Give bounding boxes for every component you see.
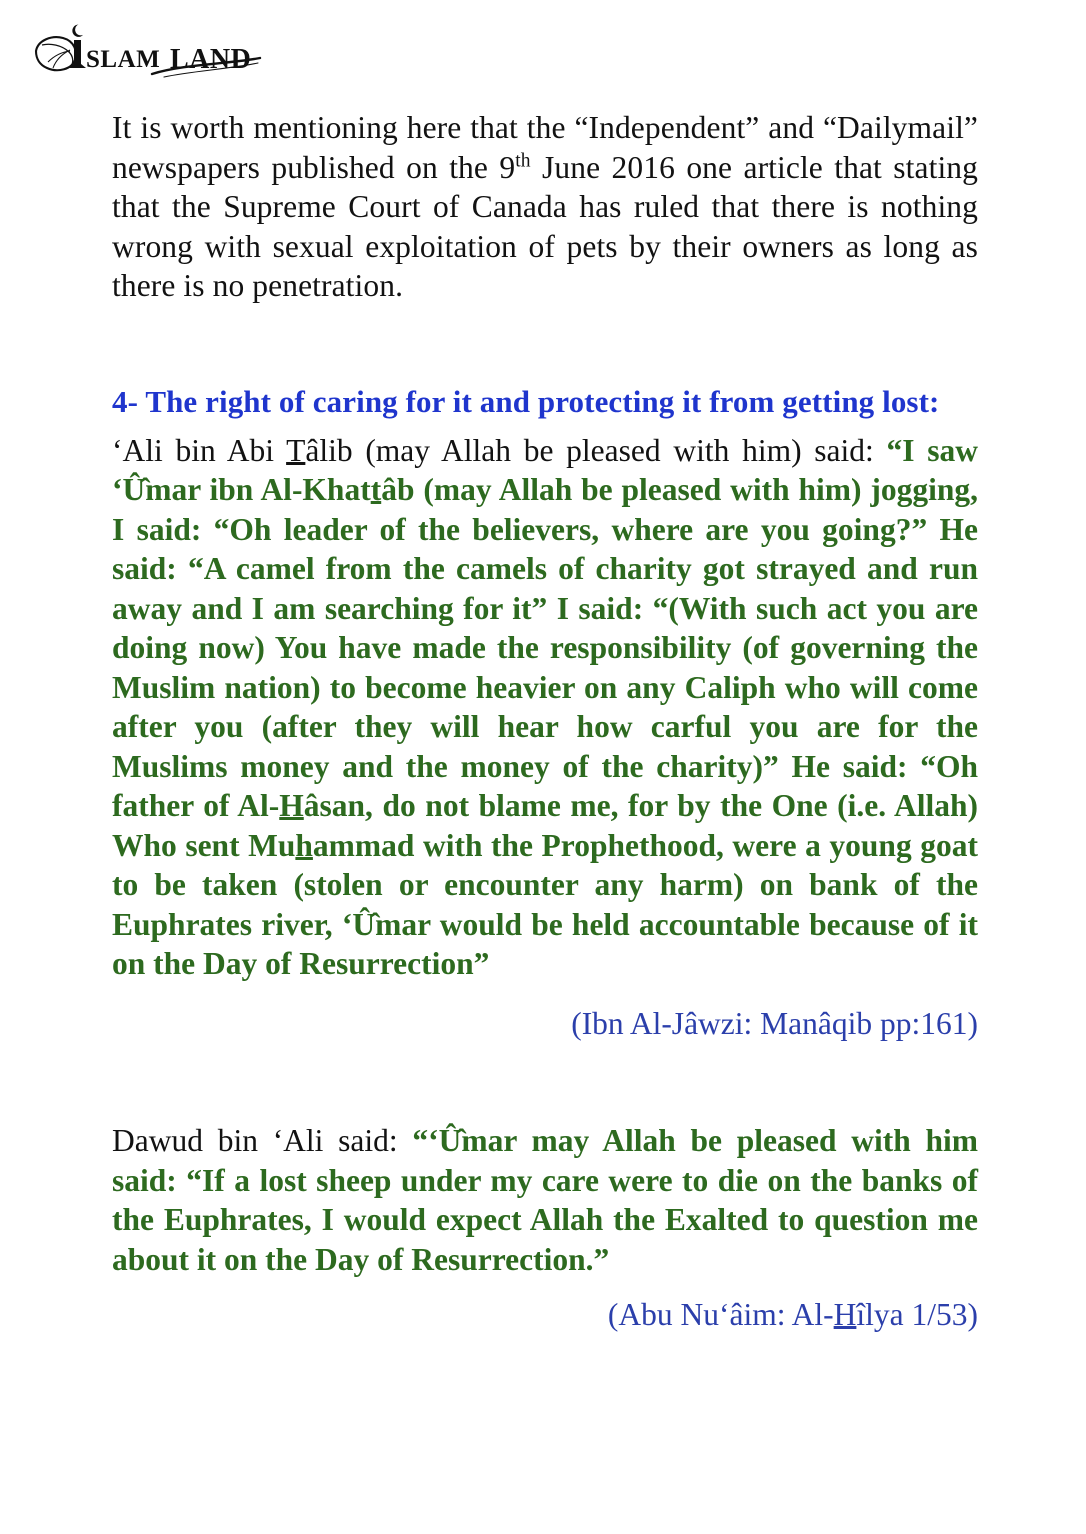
spacer bbox=[112, 984, 978, 1004]
logo-wordmark-islam: SLAM bbox=[86, 46, 161, 73]
document-body bbox=[112, 108, 978, 1335]
quote-underlined-h-muhammad: h bbox=[295, 827, 313, 863]
narrator-2-intro: Dawud bin ‘Ali said: bbox=[112, 1123, 413, 1158]
narration-ali-bin-abi-talib bbox=[112, 431, 978, 984]
quote-umar-part-1: “I saw ‘Û̂mar ibn Al-Khat bbox=[112, 432, 979, 507]
reference-2-underlined-h: H bbox=[833, 1297, 857, 1332]
reference-ibn-al-jawzi: (Ibn Al-Jâwzi: Manâqib pp:161) bbox=[571, 1005, 978, 1041]
narrator-intro-a: ‘Ali bin Abi bbox=[112, 432, 287, 468]
spacer bbox=[112, 1043, 978, 1121]
crescent-moon-icon bbox=[72, 25, 83, 37]
intro-paragraph-text-a: It is worth mentioning here that the “Independent” and “Dailymail” newspapers published on the 9 bbox=[112, 110, 978, 185]
intro-paragraph-text-b: June 2016 one article that stating that the Supreme Court of Canada has ruled that there is nothing wrong with sexual exploitation of pets by their owners as long as there is no penetration. bbox=[112, 149, 978, 303]
narrator-intro-b: âlib (may Allah be pleased with him) said: bbox=[305, 432, 887, 468]
reference-abu-nuaim bbox=[112, 1295, 978, 1335]
narration-dawud-bin-ali bbox=[112, 1121, 978, 1279]
logo-wordmark-land: LAND bbox=[170, 44, 252, 75]
quote-umar-part-4: ammad with the Prophethood, were a young goat to be taken (stolen or encounter any harm) on bank of the Euphrates river, ‘Û̂mar would be held accountable because of it on the Day of Resurrection” bbox=[112, 827, 978, 981]
spacer bbox=[112, 421, 978, 431]
narrator-intro-underlined-t: T bbox=[286, 432, 306, 468]
quote-underlined-h-hasan: H bbox=[279, 788, 304, 823]
quote-underlined-t: t bbox=[370, 472, 382, 507]
islam-land-logo-graphic bbox=[34, 18, 274, 80]
quote-umar-sheep: “‘Û̂mar may Allah be pleased with him said: “If a lost sheep under my care were to die on the banks of the Euphrates, I would expect Allah the Exalted to question me about it on the Day of Resurrection.” bbox=[112, 1123, 978, 1277]
reference-2-part-a: (Abu Nu‘âim: Al- bbox=[607, 1297, 834, 1332]
quote-umar-part-2: âb (may Allah be pleased with him) jogging, I said: “Oh leader of the believers, where are you going?” He said: “A camel from the camels of charity got strayed and run away and I am searching for it” I said: “(With such act you are doing now) You have made the responsibility (of governing the Muslim nation) to become heavier on any Caliph who will come after you (after they will hear how carful you are for the Muslims money and the money of the charity)” He said: “Oh father of Al- bbox=[112, 472, 979, 823]
ordinal-suffix: th bbox=[515, 150, 531, 171]
islam-land-logo bbox=[34, 18, 274, 80]
quote-umar-part-3: âsan, do not blame me, for by the One (i.e. Allah) Who sent Mu bbox=[112, 788, 978, 863]
spacer bbox=[112, 306, 978, 382]
spacer bbox=[112, 1279, 978, 1295]
intro-paragraph bbox=[112, 108, 978, 306]
section-heading-4: 4- The right of caring for it and protecting it from getting lost: bbox=[112, 383, 940, 419]
reference-2-part-b: îlya 1/53) bbox=[856, 1297, 978, 1332]
